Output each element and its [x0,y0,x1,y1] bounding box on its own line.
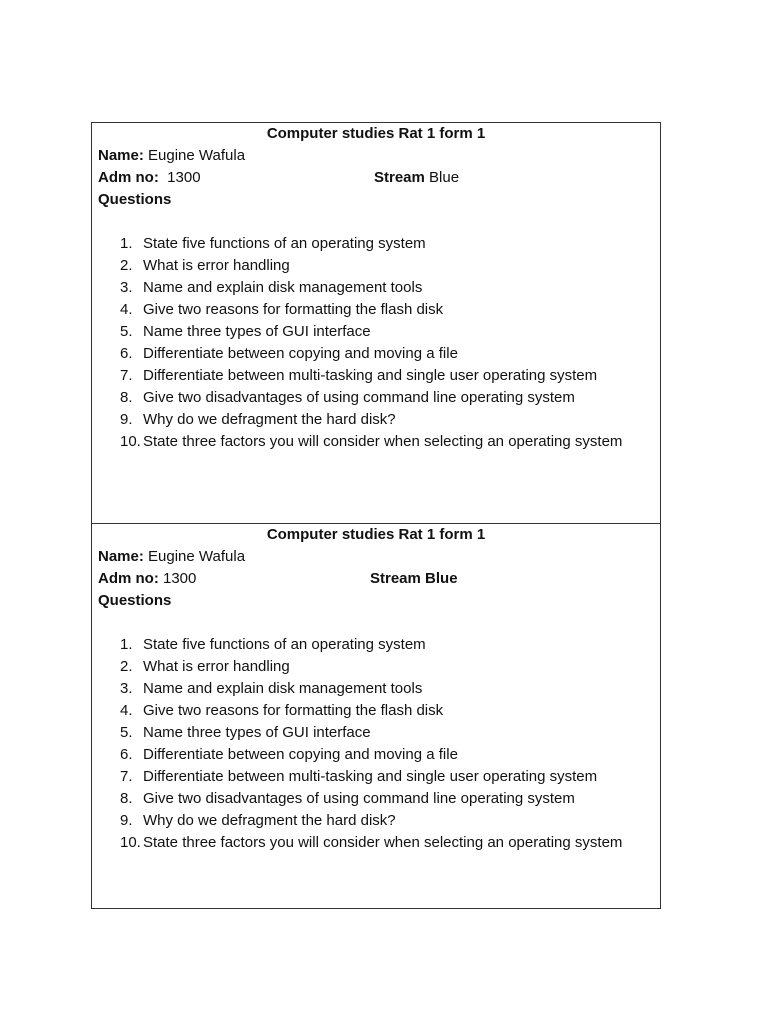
adm-label: Adm no: [98,169,159,186]
name-label: Name: [98,548,144,565]
question-number: 3. [120,680,133,697]
questions-heading: Questions [98,592,172,609]
list-item [98,409,654,431]
list-item [98,387,654,409]
question-text: State three factors you will consider when selecting an operating system [143,433,623,450]
stream-label: Stream [374,169,425,186]
question-number: 8. [120,790,133,807]
list-item [98,343,654,365]
question-number: 1. [120,235,133,252]
quiz-cell-2 [92,524,660,908]
question-text: Name three types of GUI interface [143,323,371,340]
name-value: Eugine Wafula [148,548,246,565]
question-number: 7. [120,768,133,785]
question-number: 5. [120,724,133,741]
question-number: 5. [120,323,133,340]
question-list [98,233,654,453]
question-text: Differentiate between multi-tasking and single user operating system [143,768,598,785]
question-text: Give two disadvantages of using command line operating system [143,790,575,807]
question-number: 2. [120,658,133,675]
list-item [98,700,654,722]
adm-value: 1300 [163,570,197,587]
question-text: What is error handling [143,257,290,274]
quiz-cell-1 [92,123,660,524]
question-number: 9. [120,812,133,829]
list-item [98,722,654,744]
question-number: 6. [120,345,133,362]
question-number: 7. [120,367,133,384]
name-row [98,145,654,167]
adm-value: 1300 [167,169,201,186]
quiz-table [91,122,661,909]
quiz-title: Computer studies Rat 1 form 1 [266,526,486,543]
quiz-title: Computer studies Rat 1 form 1 [266,125,486,142]
list-item [98,832,654,854]
question-text: State three factors you will consider when selecting an operating system [143,834,623,851]
question-text: Name three types of GUI interface [143,724,371,741]
question-text: Why do we defragment the hard disk? [143,812,396,829]
question-number: 10. [120,834,141,851]
list-item [98,277,654,299]
list-item [98,788,654,810]
questions-heading: Questions [98,191,172,208]
list-item [98,431,654,453]
list-item [98,766,654,788]
question-text: Differentiate between copying and moving a file [143,345,458,362]
list-item [98,233,654,255]
question-text: Give two disadvantages of using command line operating system [143,389,575,406]
spacer [98,211,654,233]
question-text: Why do we defragment the hard disk? [143,411,396,428]
list-item [98,810,654,832]
question-text: Name and explain disk management tools [143,279,423,296]
spacer [98,612,654,634]
list-item [98,321,654,343]
question-text: State five functions of an operating system [143,636,426,653]
list-item [98,299,654,321]
question-list [98,634,654,854]
question-text: Differentiate between copying and moving a file [143,746,458,763]
question-text: Give two reasons for formatting the flash disk [143,702,444,719]
list-item [98,656,654,678]
stream-field [374,167,459,189]
question-number: 4. [120,301,133,318]
question-number: 1. [120,636,133,653]
adm-label: Adm no: [98,570,159,587]
question-number: 4. [120,702,133,719]
stream-value: Blue [429,169,460,186]
adm-row [98,568,654,590]
list-item [98,365,654,387]
question-number: 10. [120,433,141,450]
list-item [98,255,654,277]
question-text: What is error handling [143,658,290,675]
question-number: 9. [120,411,133,428]
list-item [98,634,654,656]
question-text: Name and explain disk management tools [143,680,423,697]
list-item [98,678,654,700]
name-value: Eugine Wafula [148,147,246,164]
question-text: Give two reasons for formatting the flash disk [143,301,444,318]
question-text: Differentiate between multi-tasking and single user operating system [143,367,598,384]
adm-row [98,167,654,189]
name-row [98,546,654,568]
question-number: 6. [120,746,133,763]
name-label: Name: [98,147,144,164]
question-number: 2. [120,257,133,274]
question-number: 8. [120,389,133,406]
question-number: 3. [120,279,133,296]
list-item [98,744,654,766]
stream-field: Stream Blue [370,570,458,587]
question-text: State five functions of an operating system [143,235,426,252]
